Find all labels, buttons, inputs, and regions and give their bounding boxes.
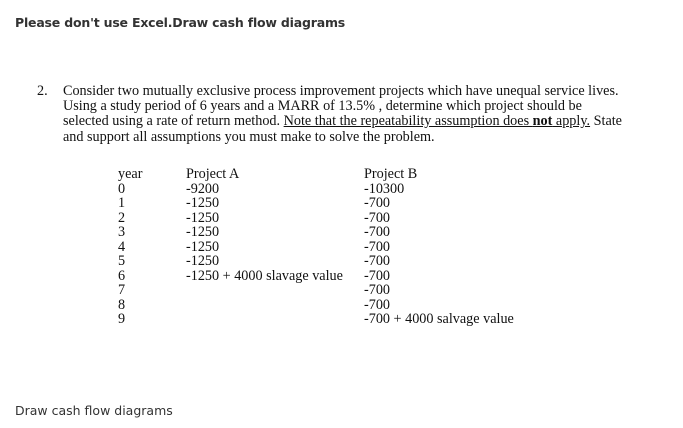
year-cell: 0 [118, 180, 126, 197]
project-a-cell: -1250 [186, 224, 220, 240]
project-b-cell: -700 [364, 282, 391, 298]
year-cell: 4 [118, 238, 126, 255]
project-a-header: Project A [186, 166, 240, 182]
year-cell: 2 [118, 209, 126, 226]
repeatability-note-tail: apply. [552, 113, 591, 130]
year-cell: 8 [118, 296, 126, 313]
project-b-cell: -700 [364, 224, 391, 240]
project-b-cell: -700 [364, 195, 391, 211]
question-title: Please don't use Excel.Draw cash flow diagrams [15, 15, 346, 30]
footer-instruction: Draw cash flow diagrams [15, 403, 173, 418]
project-a-cell: -1250 [186, 238, 220, 255]
problem-number: 2. [37, 83, 48, 99]
repeatability-note-text: Note that the repeatability assumption does [283, 113, 533, 130]
project-a-cell: -1250 [186, 209, 220, 226]
problem-text-part1: Consider two mutually exclusive process improvement projects which have unequal service lives. Using a study period of 6 years and a MARR of 13.5% , determine which project should be selected using a rate of return method. [63, 83, 619, 130]
year-cell: 7 [118, 282, 126, 298]
year-column [118, 167, 142, 327]
year-cell: 9 [118, 311, 126, 327]
problem-statement [37, 84, 627, 145]
project-b-header: Project B [364, 166, 418, 182]
project-b-column [364, 167, 514, 327]
problem-text [63, 84, 627, 145]
year-header: year [118, 166, 143, 182]
project-a-cell: -1250 [186, 253, 220, 269]
repeatability-note [284, 113, 590, 129]
project-b-cell: -700 [364, 209, 391, 226]
project-b-cell: -700 + 4000 salvage value [364, 311, 514, 327]
problem-text-part2: State and support all assumptions you must make to solve the problem. [63, 113, 622, 145]
year-cell: 3 [118, 224, 126, 240]
year-cell: 5 [118, 253, 126, 269]
project-a-cell: -1250 + 4000 slavage value [186, 267, 343, 284]
year-cell: 6 [118, 267, 126, 284]
project-a-cell: -1250 [186, 195, 220, 211]
project-b-cell: -700 [364, 296, 391, 313]
project-a-column [186, 167, 343, 283]
year-cell: 1 [118, 195, 126, 211]
project-b-cell: -700 [364, 238, 391, 255]
project-b-cell: -700 [364, 253, 391, 269]
project-b-cell: -10300 [364, 180, 405, 197]
project-b-cell: -700 [364, 267, 391, 284]
not-emphasis: not [532, 113, 553, 130]
project-a-cell: -9200 [186, 180, 220, 197]
